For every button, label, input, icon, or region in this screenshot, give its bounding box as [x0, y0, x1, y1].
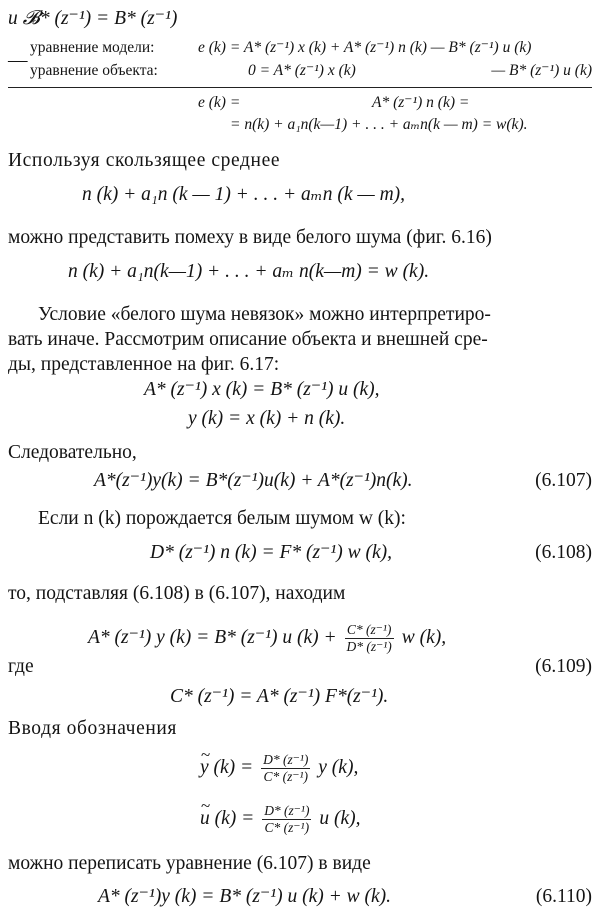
- fraction-numerator: D* (z⁻¹): [264, 803, 310, 818]
- equation-label: уравнение модели:: [30, 39, 155, 56]
- equation: = n(k) + a₁n(k—1) + . . . + aₘn(k — m) = w(k).: [230, 116, 528, 133]
- equation: y (k) = x (k) + n (k).: [188, 408, 346, 429]
- paragraph-text: где: [8, 656, 34, 677]
- paragraph-text: ды, представленное на фиг. 6.17:: [8, 354, 280, 375]
- equation: n (k) + a₁n(k—1) + . . . + aₘ n(k—m) = w (k).: [68, 261, 430, 282]
- equation-label: уравнение объекта:: [30, 62, 158, 79]
- equation: 0 = A* (z⁻¹) x (k): [248, 62, 356, 79]
- subtraction-rule: [8, 87, 592, 88]
- equation: A* (z⁻¹) n (k) =: [372, 94, 470, 111]
- equation: A* (z⁻¹)y (k) = B* (z⁻¹) u (k) + w (k).: [98, 886, 392, 907]
- equation: A* (z⁻¹) x (k) = B* (z⁻¹) u (k),: [144, 379, 380, 400]
- fraction-denominator: D* (z⁻¹): [346, 639, 392, 654]
- paragraph-text: можно переписать уравнение (6.107) в виде: [8, 853, 371, 874]
- equation: w (k),: [401, 626, 447, 648]
- equation: D* (z⁻¹) n (k) = F* (z⁻¹) w (k),: [150, 542, 392, 563]
- paragraph-text: Используя скользящее среднее: [8, 150, 281, 171]
- equation-number: (6.109): [535, 656, 592, 677]
- fraction-numerator: C* (z⁻¹): [345, 622, 394, 639]
- paragraph-text: Вводя обозначения: [8, 718, 177, 739]
- paragraph-text: Условие «белого шума невязок» можно интерпретиро-: [38, 304, 491, 325]
- paragraph-text: Следовательно,: [8, 442, 137, 463]
- equation: ~ y (k) =: [200, 755, 253, 781]
- equation: A*(z⁻¹)y(k) = B*(z⁻¹)u(k) + A*(z⁻¹)n(k).: [94, 470, 413, 491]
- equation-number: (6.110): [535, 886, 592, 907]
- fraction-numerator: D* (z⁻¹): [263, 752, 309, 767]
- equation-number: (6.108): [535, 542, 592, 563]
- fraction: [261, 752, 310, 785]
- paragraph-text: то, подставляя (6.108) в (6.107), находим: [8, 583, 346, 604]
- fraction: [345, 622, 394, 655]
- minus-sign: —: [8, 50, 28, 71]
- equation: n (k) + a₁n (k — 1) + . . . + aₘn (k — m),: [82, 184, 406, 205]
- paragraph-text: Если n (k) порождается белым шумом w (k):: [38, 508, 406, 529]
- fraction: [262, 803, 311, 836]
- fraction-denominator: C* (z⁻¹): [263, 769, 309, 784]
- paragraph-text: можно представить помеху в виде белого шума (фиг. 6.16): [8, 227, 492, 248]
- equation: C* (z⁻¹) = A* (z⁻¹) F*(z⁻¹).: [170, 686, 389, 707]
- equation: e (k) = A* (z⁻¹) x (k) + A* (z⁻¹) n (k) — B* (z⁻¹) u (k): [198, 39, 532, 56]
- fraction-denominator: C* (z⁻¹): [264, 820, 310, 835]
- paragraph-text: вать иначе. Рассмотрим описание объекта и внешней сре-: [8, 329, 488, 350]
- equation: A* (z⁻¹) y (k) = B* (z⁻¹) u (k) +: [88, 626, 337, 648]
- equation: y (k),: [318, 756, 359, 778]
- equation: — B* (z⁻¹) u (k): [491, 62, 592, 79]
- equation: u (k),: [319, 807, 361, 829]
- equation: и 𝓑* (z⁻¹) = B* (z⁻¹): [8, 8, 178, 29]
- equation: e (k) =: [198, 94, 241, 111]
- equation-number: (6.107): [535, 470, 592, 491]
- equation: ~ u (k) =: [200, 806, 254, 832]
